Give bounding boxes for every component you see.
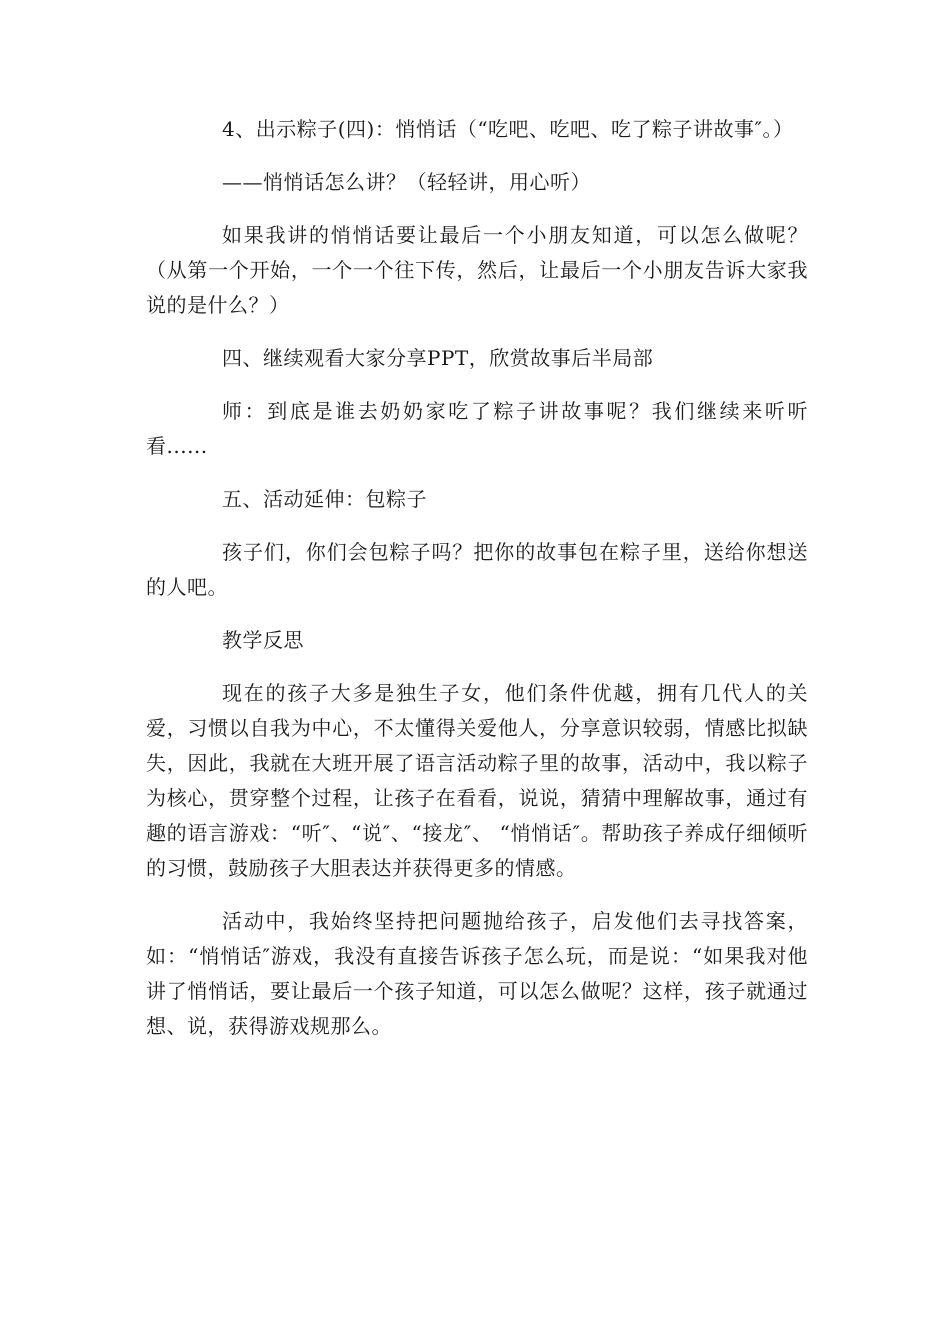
- paragraph-whisper-question: ——悄悄话怎么讲？（轻轻讲，用心听）: [222, 170, 591, 194]
- paragraph-wrap-zongzi: 孩子们，你们会包粽子吗？把你的故事包在粽子里，送给你想送的人吧。: [146, 540, 808, 599]
- section-heading-five: 五、活动延伸：包粽子: [222, 487, 427, 511]
- section-heading-four: 四、继续观看大家分享PPT，欣赏故事后半局部: [222, 346, 654, 370]
- paragraph-item-4-zongzi: 4、出示粽子(四)：悄悄话（“吃吧、吃吧、吃了粽子讲故事″。）: [222, 117, 794, 141]
- paragraph-reflection-1: 现在的孩子大多是独生子女，他们条件优越，拥有几代人的关爱，习惯以自我为中心，不太懂得关爱他人，分享意识较弱，情感比拟缺失，因此，我就在大班开展了语言活动粽子里的故事，活动中，我以粽子为核心，贯穿整个过程，让孩子在看看，说说，猜猜中理解故事，通过有趣的语言游戏：“听″、“说″、“接龙″、 “悄悄话″。帮助孩子养成仔细倾听的习惯，鼓励孩子大胆表达并获得更多的情感。: [146, 681, 808, 880]
- document-page: [146, 112, 808, 1044]
- heading-teaching-reflection: 教学反思: [222, 628, 304, 652]
- paragraph-reflection-2: 活动中，我始终坚持把问题抛给孩子，启发他们去寻找答案，如：“悄悄话″游戏，我没有直接告诉孩子怎么玩，而是说：“如果我对他讲了悄悄话，要让最后一个孩子知道，可以怎么做呢？这样，孩子就通过想、说，获得游戏规那么。: [146, 909, 808, 1038]
- paragraph-teacher-question: 师：到底是谁去奶奶家吃了粽子讲故事呢？我们继续来听听看......: [146, 399, 808, 458]
- paragraph-whisper-method: 如果我讲的悄悄话要让最后一个小朋友知道，可以怎么做呢？（从第一个开始，一个一个往下传，然后，让最后一个小朋友告诉大家我说的是什么？）: [146, 223, 808, 317]
